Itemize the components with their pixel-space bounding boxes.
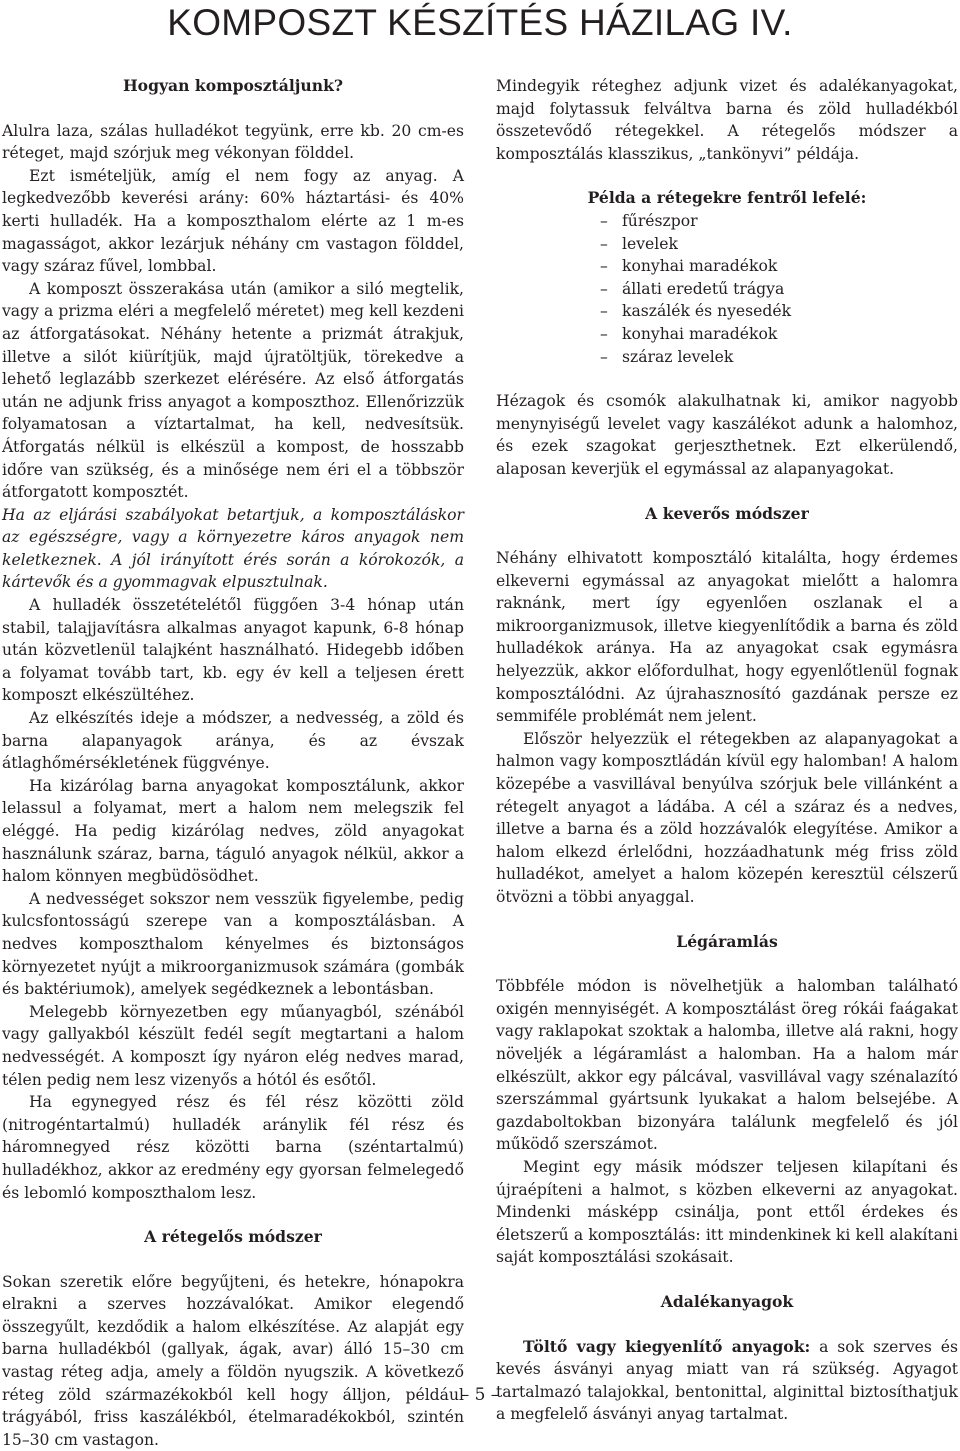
paragraph: A komposzt összerakása után (amikor a siló megtelik, vagy a prizma eléri a megfelelő méretet) meg kell kezdeni az átforgatásokat. Néhány hetente a prizmát átrakjuk, illetve a silót kiürítjük, majd újratöltjük, törekedve a lehető leglazább szerkezet elérésére. Az első átforgatás után ne adjunk friss anyagot a komposzthoz. Ellenőrizzük folyamatosan a víztartalmat, ha kell, nedvesítsük. Átforgatás nélkül is elkészül a kompost, de hosszabb időre van szükség, és a minősége nem éri el a többször átforgatott komposztét.	[2, 279, 464, 502]
paragraph: Mindegyik réteghez adjunk vizet és adalékanyagokat, majd folytassuk felváltva barna és zöld hulladékból összetevődő rétegekkel. A rétegelős módszer a komposztálás klasszikus, „tankönyvi” példája.	[496, 77, 958, 163]
list-item: – száraz levelek	[600, 347, 734, 366]
list-item: – konyhai maradékok	[600, 324, 778, 343]
paragraph: Melegebb környezetben egy műanyagból, szénából vagy gallyakból készült fedél segít megtartani a halom nedvességét. A komposzt így nyáron elég nedves marad, télen pedig nem lesz vizenyős a hótól és esőtől.	[2, 1002, 464, 1089]
list-item: – levelek	[600, 234, 678, 253]
layers-list	[600, 210, 958, 368]
list-item: – konyhai maradékok	[600, 257, 778, 276]
paragraph: Az elkészítés ideje a módszer, a nedvesség, a zöld és barna alapanyagok aránya, és az évszak átlaghőmérsékletének függvénye.	[2, 709, 464, 773]
paragraph: Alulra laza, szálas hulladékot tegyünk, erre kb. 20 cm-es réteget, majd szórjuk meg vékonyan földdel.	[2, 121, 464, 163]
section-heading-mixing-method: A keverős módszer	[645, 503, 809, 523]
paragraph: Többféle módon is növelhetjük a halomban található oxigén mennyiségét. A komposztálást öreg rókái faágakat vagy raklapokat szoktak a halomba, illetve alá rakni, hogy növeljék a légáramlást a halomban. Ha a halom már elkészült, akkor egy pálcával, vasvillával vagy szénalazító szerszámmal gyártsunk lyukakat a halom belsejébe. A gazdaboltokban bizonyára találunk megfelelő és jól működő szerszámot.	[496, 977, 958, 1154]
paragraph: Ha kizárólag barna anyagokat komposztálunk, akkor lelassul a folyamat, mert a halom nem melegszik fel eléggé. Ha pedig kizárólag nedves, zöld anyagokat használunk száraz, barna, táguló anyagok nélkül, akkor a halom könnyen megbüdösödhet.	[2, 776, 464, 886]
paragraph-italic: Ha az eljárási szabályokat betartjuk, a komposztáláskor az egészségre, vagy a környezetre káros anyagok nem keletkeznek. A jól irányított érés során a kórokozók, a kártevők és a gyommagvak elpusztulnak.	[2, 505, 464, 592]
list-item: – fűrészpor	[600, 211, 698, 230]
paragraph: Ezt ismételjük, amíg el nem fogy az anyag. A legkedvezőbb keverési arány: 60% háztartási- és 40% kerti hulladék. Ha a komposzthalom elérte az 1 m-es magasságot, akkor lezárjuk néhány cm vastagon földdel, vagy száraz fűvel, lombbal.	[2, 166, 464, 276]
page-title: KOMPOSZT KÉSZÍTÉS HÁZILAG IV.	[167, 2, 793, 43]
paragraph: Először helyezzük el rétegekben az alapanyagokat a halmon vagy komposztládán kívül egy halomban! A halom közepébe a vasvillával benyúlva szórjuk bele villánként a rétegelt anyagot a ládába. A cél a száraz és a nedves, illetve a barna és a zöld hozzávalók elegyítése. Amikor a halom elkezd érlelődni, hozzáadhatunk még friss zöld hulladékot, amelyet a halom közepén keresztül célszerű ötvözni a többi anyaggal.	[496, 729, 958, 906]
paragraph: Megint egy másik módszer teljesen kilapítani és újraépíteni a halmot, s közben elkeverni az anyagokat. Mindenki másképp csinálja, pont ettől érdekes és életszerű a komposztálás: itt mindenkinek ki kell alakítani saját komposztálási szokásait.	[496, 1157, 958, 1267]
paragraph: Hézagok és csomók alakulhatnak ki, amikor nagyobb menynyiségű levelet vagy kaszálékot adunk a halomhoz, és ezek szagokat gerjeszthetnek. Ezt elkerülendő, alaposan keverjük el egymással az alapanyagokat.	[496, 392, 958, 478]
section-heading-how-to-compost: Hogyan komposztáljunk?	[122, 76, 344, 95]
paragraph: Sokan szeretik előre begyűjteni, és hetekre, hónapokra elrakni a szerves hozzávalókat. Amikor elegendő összegyűlt, kezdődik a halom elkészítése. Az alapját egy barna hulladékból (gallyak, ágak, avar) álló 15–30 cm vastag réteg adja, amely a földön nyugszik. A következő réteg zöld származékokból kell hogy álljon, például trágyából, friss kaszálékból, ételmaradékokból, szintén 15–30 cm vastagon.	[2, 1272, 464, 1449]
layers-heading: Példa a rétegekre fentről lefelé:	[587, 188, 867, 208]
paragraph: A nedvességet sokszor nem vesszük figyelembe, pedig kulcsfontosságú szerepe van a komposztálásban. A nedves komposzthalom kényelmes és biztonságos környezetet nyújt a mikroorganizmusok számára (gombák és baktériumok), amelyek segédkeznek a lebontásban.	[2, 889, 464, 999]
paragraph: Ha egynegyed rész és fél rész közötti zöld (nitrogéntartalmú) hulladék aránylik fél rész és háromnegyed rész közötti barna (széntartalmú) hulladékhoz, akkor az eredmény egy gyorsan felmelegedő és lebomló komposzthalom lesz.	[2, 1093, 464, 1202]
list-item: – állati eredetű trágya	[600, 279, 785, 298]
page-number: – 5 –	[460, 1385, 500, 1405]
left-column	[2, 75, 464, 1451]
section-heading-airflow: Légáramlás	[676, 931, 778, 951]
section-heading-layering-method: A rétegelős módszer	[144, 1227, 322, 1247]
paragraph: Töltő vagy kiegyenlítő anyagok: a sok szerves és kevés ásványi anyag miatt van rá szükség. Agyagot tartalmazó talajokkal, bentonittal, alginittal biztosíthatjuk a megfelelő ásványi anyag tartalmat.	[496, 1336, 958, 1424]
term-label: Töltő vagy kiegyenlítő anyagok:	[523, 1336, 811, 1356]
paragraph: A hulladék összetételétől függően 3-4 hónap után stabil, talajjavításra alkalmas anyagot kapunk, 6-8 hónap után közvetlenül talajként használható. Hidegebb időben a folyamat tovább tart, kb. egy év kell a teljesen érett komposzt elkészültéhez.	[2, 596, 464, 705]
list-item: – kaszálék és nyesedék	[600, 302, 792, 321]
paragraph: Néhány elhivatott komposztáló kitalálta, hogy érdemes elkeverni egymással az anyagokat mielőtt a halomra raknánk, mert így egyenlően oszlanak el a mikroorganizmusok, illetve kiegyenlítődik a barna és zöld hulladékok aránya. Ha az anyagokat csak egymásra helyezzük, akkor előfordulhat, hogy egyenlőtlenül fognak komposztálódni. Az újrahasznosító gazdának persze ez semmiféle problémát nem jelent.	[496, 549, 958, 726]
section-heading-additives: Adalékanyagok	[660, 1291, 794, 1311]
right-column	[496, 75, 958, 1426]
